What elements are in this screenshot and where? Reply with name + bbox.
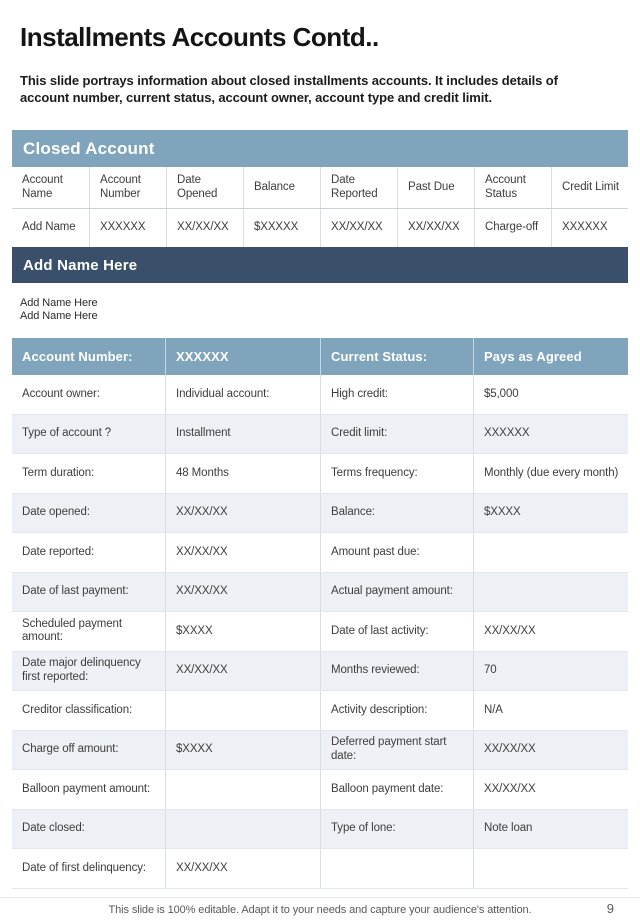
table-cell: Account owner: [22,387,100,400]
table-row [12,849,628,889]
table-cell: $XXXX [165,731,320,770]
table-row [12,612,628,652]
column-header: Account Number [89,167,166,208]
page-title: Installments Accounts Contd.. [20,22,379,52]
closed-account-data-row [12,209,628,248]
table-row [12,573,628,613]
table-cell [473,533,628,572]
table-row [12,494,628,534]
table-cell [473,849,628,888]
table-cell: Balloon payment amount: [22,782,151,795]
table-cell: 70 [473,652,628,691]
column-header: Pays as Agreed [473,338,628,375]
table-cell: XXXXXX [551,209,628,247]
account-detail-table [12,338,628,889]
column-header: Date Reported [320,167,397,208]
closed-account-section-header [12,130,628,167]
column-header: Past Due [397,167,474,208]
account-name-line: Add Name Here [20,297,98,309]
table-cell: Charge off amount: [22,743,119,755]
table-cell: Date of last activity: [320,612,473,651]
table-cell: XX/XX/XX [473,731,628,770]
slide-description-line: This slide portrays information about closed installments accounts. It includes details of [20,73,558,88]
column-header: Current Status: [320,338,473,375]
table-cell [165,810,320,849]
table-cell: XX/XX/XX [320,209,397,247]
table-cell: Type of account ? [22,427,112,439]
table-cell: Date of last payment: [22,585,129,597]
table-cell [165,691,320,730]
column-header: Account Status [474,167,551,208]
column-header: Date Opened [166,167,243,208]
column-header: Account Number: [22,349,133,364]
table-cell: Balance: [320,494,473,533]
table-row [12,454,628,494]
table-cell: Charge-off [474,209,551,247]
table-cell: XX/XX/XX [165,652,320,691]
table-cell: Terms frequency: [320,454,473,493]
table-cell: XX/XX/XX [165,533,320,572]
table-cell: High credit: [320,375,473,414]
detail-table-header-row [12,338,628,375]
table-cell: Scheduled payment amount: [22,617,122,644]
table-cell: Date reported: [22,545,95,558]
column-header: Credit Limit [551,167,628,208]
table-cell: $XXXX [165,612,320,651]
table-cell: Date opened: [22,506,90,518]
table-cell: XX/XX/XX [165,849,320,888]
table-cell: XXXXXX [473,415,628,454]
table-cell: Individual account: [165,375,320,414]
table-row [12,415,628,455]
table-cell: XX/XX/XX [165,494,320,533]
table-cell: Note loan [473,810,628,849]
table-cell: Date major delinquency first reported: [22,657,141,683]
table-cell: Amount past due: [320,533,473,572]
table-cell: Monthly (due every month) [473,454,628,493]
table-cell: XX/XX/XX [166,209,243,247]
table-cell: Balloon payment date: [320,770,473,809]
table-cell: Deferred payment start date: [320,731,473,770]
table-row [12,691,628,731]
slide-description [20,72,632,106]
table-cell: 48 Months [165,454,320,493]
table-row [12,731,628,771]
table-cell [320,849,473,888]
table-cell: Credit limit: [320,415,473,454]
table-row [12,375,628,415]
slide-description-line: account number, current status, account owner, account type and credit limit. [20,90,492,105]
closed-account-table [12,167,628,248]
detail-table-body [12,375,628,889]
table-cell: $XXXXX [243,209,320,247]
closed-account-header-row [12,167,628,209]
table-row [12,652,628,692]
table-cell: Creditor classification: [22,703,133,716]
table-row [12,810,628,850]
table-cell: Type of lone: [320,810,473,849]
column-header: Balance [243,167,320,208]
table-row [12,770,628,810]
page-number: 9 [606,901,614,916]
table-cell: XX/XX/XX [165,573,320,612]
table-cell: $5,000 [473,375,628,414]
table-cell [473,573,628,612]
column-header: Account Name [22,174,63,200]
table-cell: XX/XX/XX [473,612,628,651]
table-cell: Term duration: [22,466,95,479]
table-cell: N/A [473,691,628,730]
table-cell: Actual payment amount: [320,573,473,612]
table-cell: Months reviewed: [320,652,473,691]
table-cell: XX/XX/XX [473,770,628,809]
table-cell: Date closed: [22,822,85,834]
closed-account-section-title: Closed Account [23,138,155,158]
table-cell: XX/XX/XX [397,209,474,247]
table-cell [165,770,320,809]
table-cell: Date of first delinquency: [22,861,146,874]
account-name-section-title: Add Name Here [23,256,138,274]
table-cell: Add Name [22,221,76,234]
column-header: XXXXXX [165,338,320,375]
footer-divider [0,897,640,898]
table-cell: Installment [165,415,320,454]
account-name-line: Add Name Here [20,310,98,322]
account-name-lines [20,297,98,323]
table-cell: Activity description: [320,691,473,730]
footer-note: This slide is 100% editable. Adapt it to your needs and capture your audience's attention. [108,904,532,916]
table-cell: XXXXXX [89,209,166,247]
table-row [12,533,628,573]
account-name-section-header [12,247,628,283]
table-cell: $XXXX [473,494,628,533]
